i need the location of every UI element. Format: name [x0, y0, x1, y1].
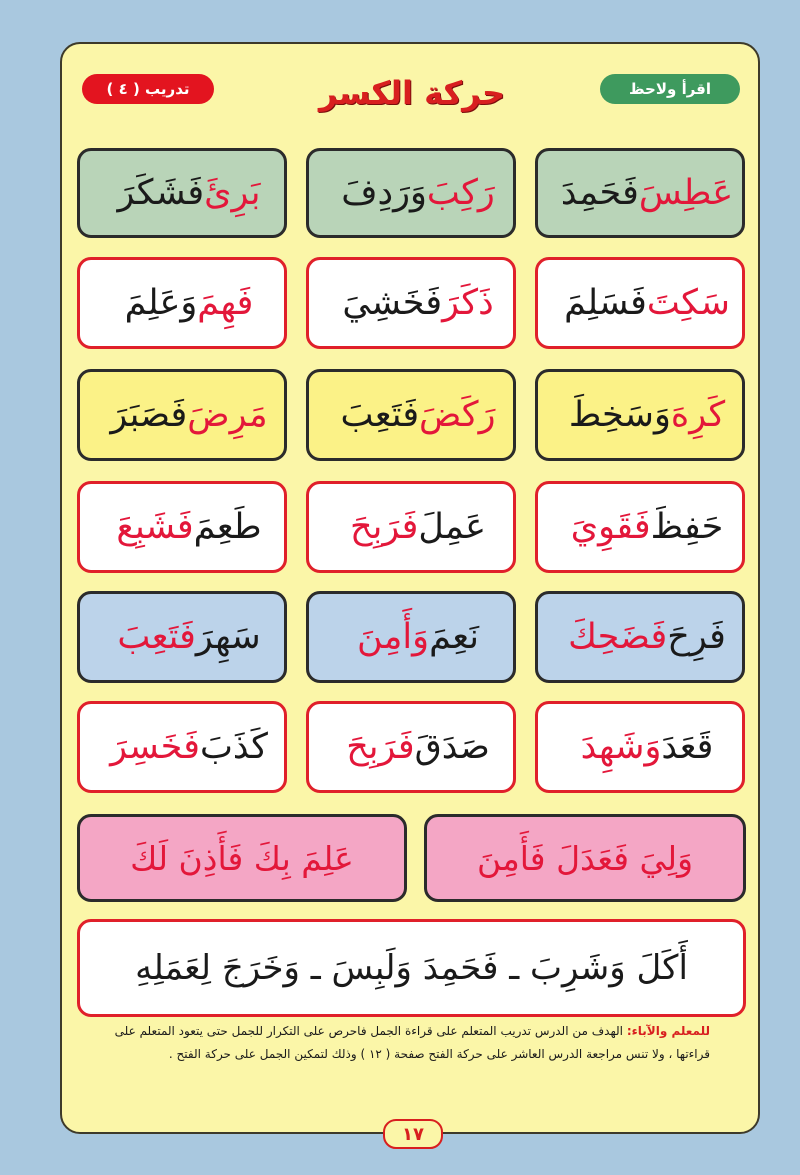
word-first: ذَكَرَ: [442, 282, 494, 323]
word-card: [535, 591, 745, 683]
word-card: [306, 591, 516, 683]
sentence-card: [77, 814, 407, 902]
sentence-text: عَلِمَ بِكَ فَأَذِنَ لَكَ: [130, 838, 354, 878]
word-first: رَكَضَ: [419, 394, 496, 435]
word-first: صَدَقَ: [414, 726, 490, 767]
word-first: رَكِبَ: [426, 172, 495, 213]
sentence-text: وَلِيَ فَعَدَلَ فَأَمِنَ: [476, 838, 694, 878]
word-card: [77, 591, 287, 683]
word-second: فَتَعِبَ: [340, 394, 420, 435]
page-number: ١٧: [383, 1119, 443, 1149]
word-card: [77, 701, 287, 793]
word-card: [535, 701, 745, 793]
word-card: [77, 369, 287, 461]
word-second: وَسَخِطَ: [568, 394, 671, 435]
word-card: [306, 257, 516, 349]
word-first: بَرِئَ: [204, 172, 261, 213]
word-first: فَرِحَ: [667, 616, 726, 657]
word-second: فَحَمِدَ: [560, 172, 639, 213]
word-card: [535, 148, 745, 238]
word-first: نَعِمَ: [429, 616, 479, 657]
word-second: وَرَدِفَ: [341, 172, 427, 213]
word-second: فَخَسِرَ: [110, 726, 200, 767]
word-second: فَشَكَرَ: [117, 172, 205, 213]
word-card: [77, 481, 287, 573]
word-second: فَضَحِكَ: [568, 616, 668, 657]
word-first: طَعِمَ: [193, 506, 262, 547]
exercise-pill: تدريب ( ٤ ): [82, 74, 214, 104]
word-first: سَكِتَ: [646, 282, 730, 323]
word-first: كَذَبَ: [199, 726, 268, 767]
lesson-title: حركة الكسر: [318, 74, 506, 112]
word-second: وَعَلِمَ: [124, 282, 198, 323]
word-card: [77, 148, 287, 238]
word-first: عَمِلَ: [418, 506, 487, 547]
word-second: فَتَعِبَ: [117, 616, 196, 657]
word-card: [306, 369, 516, 461]
word-second: فَخَشِيَ: [342, 282, 443, 323]
word-card: [535, 481, 745, 573]
word-second: فَصَبَرَ: [110, 394, 188, 435]
word-card: [535, 257, 745, 349]
word-second: فَسَلِمَ: [564, 282, 647, 323]
word-card: [535, 369, 745, 461]
word-second: فَقَوِيَ: [570, 506, 651, 547]
word-second: فَرَبِحَ: [350, 506, 419, 547]
teacher-note: [90, 1020, 710, 1066]
instruction-pill: اقرأ ولاحظ: [600, 74, 740, 104]
word-card: [306, 148, 516, 238]
word-first: سَهِرَ: [195, 616, 261, 657]
sentence-card: [424, 814, 746, 902]
word-card: [306, 701, 516, 793]
word-card: [306, 481, 516, 573]
long-sentence-card: [77, 919, 746, 1017]
word-second: وَشَهِدَ: [580, 726, 662, 767]
word-first: كَرِهَ: [670, 394, 726, 435]
long-sentence-text: أَكَلَ وَشَرِبَ ـ فَحَمِدَ وَلَبِسَ ـ وَخَرَجَ لِعَمَلِهِ: [135, 948, 688, 988]
word-first: مَرِضَ: [187, 394, 268, 435]
word-first: عَطِسَ: [638, 172, 734, 213]
worksheet-page: [60, 42, 760, 1134]
word-card: [77, 257, 287, 349]
word-first: حَفِظَ: [650, 506, 724, 547]
teacher-note-text: الهدف من الدرس تدريب المتعلم على قراءة الجمل فاحرص على التكرار للجمل حتى يتعود المتعلم على قراءتها ، ولا تنس مراجعة الدرس العاشر على حركة الفتح صفحة ( ١٢ ) وذلك لتمكين الجمل على حركة الفتح .: [114, 1024, 710, 1061]
word-first: فَهِمَ: [197, 282, 254, 323]
word-second: وَأَمِنَ: [357, 616, 430, 657]
word-first: قَعَدَ: [661, 726, 714, 767]
teacher-note-label: للمعلم والآباء:: [626, 1024, 710, 1038]
word-second: فَشَبِعَ: [116, 506, 194, 547]
word-second: فَرَبِحَ: [346, 726, 415, 767]
